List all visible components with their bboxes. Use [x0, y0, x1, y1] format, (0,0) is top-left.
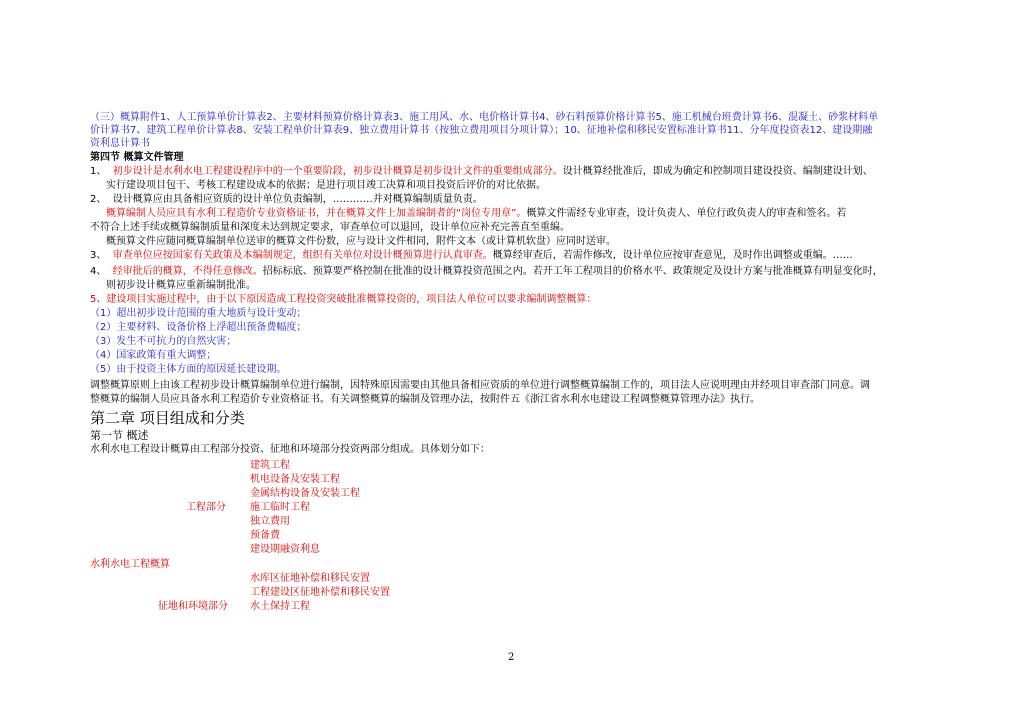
- tree-item-independent-fees: 独立费用: [250, 516, 290, 527]
- tree-item-metal-structure: 金属结构设备及安装工程: [250, 488, 360, 499]
- item-3-highlight: 审查单位应按国家有关政策及本编制规定，组织有关单位对设计概预算进行认真审查。: [112, 250, 493, 261]
- reason-5: （5）由于投资主体方面的原因延长建设期。: [90, 364, 287, 375]
- item-4-highlight: 经审批后的概算，不得任意修改。: [112, 266, 263, 277]
- item-2-text: 设计概算应由具备相应资质的设计单位负责编制，…………并对概算编制质量负责。: [112, 194, 483, 205]
- item-2-line-3: 不符合上述手续或概算编制质量和深度未达到规定要求，审查单位可以退回，设计单位应补充完善直至重编。: [90, 222, 570, 233]
- tree-item-construction-area-resettlement: 工程建设区征地补偿和移民安置: [250, 587, 390, 598]
- item-2: [90, 194, 483, 206]
- item-2-text-2: 概算文件需经专业审查，设计负责人、单位行政负责人的审查和签名。若: [526, 208, 847, 219]
- chapter-2-heading: 第二章 项目组成和分类: [90, 409, 245, 427]
- attachment-list-line-3: 资利息计算书: [90, 138, 150, 149]
- adjust-paragraph-line-2: 整概算的编制人员应具备水利工程造价专业资格证书。有关调整概算的编制及管理办法，按附件五《浙江省水利水电建设工程调整概算管理办法》执行。: [90, 394, 760, 405]
- adjust-paragraph-line-1: 调整概算原则上由该工程初步设计概算编制单位进行编制，因特殊原因需要由其他具备相应资质的单位进行调整概算编制工作的，项目法人应说明理由并经项目审查部门同意。调: [90, 380, 870, 391]
- item-1: [90, 166, 873, 178]
- overview-text: 水利水电工程设计概算由工程部分投资、征地和环境部分投资两部分组成。具体划分如下：: [90, 444, 490, 455]
- tree-item-reserve-fees: 预备费: [250, 530, 280, 541]
- item-1-highlight: 初步设计是水利水电工程建设程序中的一个重要阶段，初步设计概算是初步设计文件的重要组成部分。: [112, 166, 563, 177]
- item-3-number: 3、: [90, 250, 107, 261]
- item-1-text: 设计概算经批准后，即成为确定和控制项目建设投资、编制建设计划、: [562, 166, 873, 177]
- tree-item-reservoir-resettlement: 水库区征地补偿和移民安置: [250, 573, 370, 584]
- item-5: 5、建设项目实施过程中，由于以下原因造成工程投资突破批准概算投资的，项目法人单位可以要求编制调整概算：: [90, 294, 597, 305]
- tree-item-financing-interest: 建设期融资利息: [250, 544, 320, 555]
- item-4-number: 4、: [90, 266, 107, 277]
- attachment-list-line-1: （三）概算附件1、人工预算单价计算表2、主要材料预算价格计算表3、施工用风、水、电价格计算书4、砂石料预算价格计算书5、施工机械台班费计算书6、混凝土、砂浆材料单: [90, 112, 879, 123]
- item-1-number: 1、: [90, 166, 107, 177]
- reason-4: （4）国家政策有重大调整；: [90, 350, 217, 361]
- page-number: 2: [508, 652, 515, 663]
- section-4-heading: 第四节 概算文件管理: [90, 152, 184, 163]
- reason-3: （3）发生不可抗力的自然灾害；: [90, 336, 237, 347]
- tree-branch-engineering: 工程部分: [186, 502, 226, 513]
- tree-item-temporary-works: 施工临时工程: [250, 502, 310, 513]
- item-2-line-4: 概预算文件应随同概算编制单位送审的概算文件份数，应与设计文件相同，附件文本（或计算机软盘）应同时送审。: [106, 236, 616, 247]
- tree-branch-land-environment: 征地和环境部分: [158, 601, 228, 612]
- item-3-text: 概算经审查后，若需作修改，设计单位应按审查意见，及时作出调整或重编。……: [492, 250, 853, 261]
- item-2-highlight: 概算编制人员应具有水利工程造价专业资格证书，并在概算文件上加盖编制者的“岗位专用章”。: [106, 208, 527, 219]
- item-1-line-2: 实行建设项目包干、考核工程建设成本的依据；是进行项目竣工决算和项目投资后评价的对比依据。: [106, 180, 546, 191]
- tree-item-electromechanical: 机电设备及安装工程: [250, 474, 340, 485]
- section-1-heading: 第一节 概述: [90, 429, 149, 442]
- item-2-line-2: [106, 208, 846, 220]
- reason-1: （1）超出初步设计范围的重大地质与设计变动；: [90, 308, 307, 319]
- reason-2: （2）主要材料、设备价格上浮超出预备费幅度；: [90, 322, 307, 333]
- attachment-list-line-2: 价计算书7、建筑工程单价计算表8、安装工程单价计算表9、独立费用计算书（按独立费用项目分项计算）；10、征地补偿和移民安置标准计算书11、分年度投资表12、建设期融: [90, 125, 873, 136]
- tree-item-construction: 建筑工程: [250, 460, 290, 471]
- tree-root: 水利水电工程概算: [90, 559, 170, 570]
- item-2-number: 2、: [90, 194, 107, 205]
- item-4: [90, 266, 883, 278]
- item-4-text: 招标标底、预算要严格控制在批准的设计概算投资范围之内。若开工年工程项目的价格水平、政策规定及设计方案与批准概算有明显变化时，: [262, 266, 883, 277]
- tree-item-soil-water-conservation: 水土保持工程: [250, 601, 310, 612]
- item-3: [90, 250, 853, 262]
- item-4-line-2: 则初步设计概算应重新编制批准。: [106, 280, 256, 291]
